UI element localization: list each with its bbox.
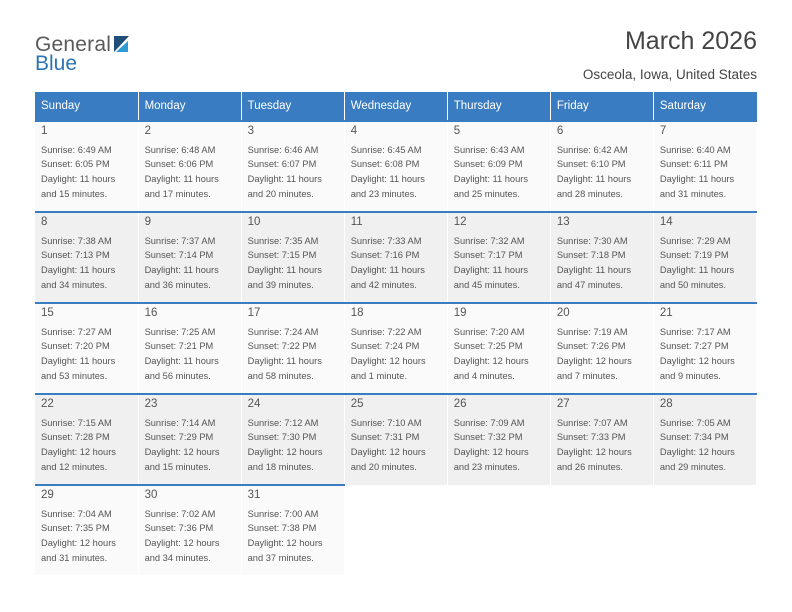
day-cell [344,121,447,212]
sunset-text: Sunset: 7:13 PM [41,250,110,261]
daylight-text-line1: Daylight: 12 hours [556,447,632,458]
sunrise-text: Sunrise: 6:42 AM [556,144,628,155]
daylight-text-line1: Daylight: 12 hours [247,538,323,549]
sunrise-text: Sunrise: 7:30 AM [556,235,628,246]
day-number: 20 [556,307,570,319]
daylight-text-line1: Daylight: 11 hours [247,356,322,367]
daylight-text-line1: Daylight: 11 hours [247,174,322,185]
day-details [454,325,545,384]
sunset-text: Sunset: 7:27 PM [659,341,729,352]
calendar-week-row [35,212,757,303]
daylight-text-line2: and 47 minutes. [556,279,623,290]
day-number: 17 [247,307,261,319]
sunrise-text: Sunrise: 7:37 AM [144,235,216,246]
day-details [660,416,751,475]
daylight-text-line2: and 31 minutes. [41,552,108,563]
day-number: 16 [144,307,158,319]
daylight-text-line2: and 28 minutes. [556,188,623,199]
day-cell [653,303,756,394]
sunrise-text: Sunrise: 7:10 AM [350,417,422,428]
sunset-text: Sunset: 7:18 PM [556,250,626,261]
sunrise-text: Sunrise: 7:12 AM [247,417,319,428]
calendar-week-row [35,303,757,394]
sunset-text: Sunset: 7:31 PM [350,432,420,443]
day-cell [447,212,550,303]
day-details [248,416,339,475]
day-cell [35,303,138,394]
day-cell [35,394,138,485]
page-header [35,28,757,80]
day-number: 24 [247,398,261,410]
day-cell [35,485,138,576]
daylight-text-line1: Daylight: 12 hours [350,447,426,458]
day-details [145,234,236,293]
day-details [248,234,339,293]
sunrise-text: Sunrise: 6:45 AM [350,144,422,155]
daylight-text-line1: Daylight: 12 hours [144,447,220,458]
day-number: 29 [41,489,54,501]
day-cell [241,303,344,394]
daylight-text-line1: Daylight: 11 hours [659,174,735,185]
day-details [248,143,339,202]
daylight-text-line1: Daylight: 12 hours [247,447,323,458]
sunrise-text: Sunrise: 7:14 AM [144,417,216,428]
daylight-text-line1: Daylight: 11 hours [41,356,116,367]
day-cell [35,121,138,212]
day-cell [653,121,756,212]
logo [35,28,134,74]
daylight-text-line1: Daylight: 12 hours [659,356,735,367]
day-cell [344,394,447,485]
day-cell [138,485,241,576]
daylight-text-line2: and 23 minutes. [350,188,417,199]
daylight-text-line2: and 58 minutes. [247,370,314,381]
day-details [41,507,133,566]
sunset-text: Sunset: 6:06 PM [144,159,214,170]
daylight-text-line2: and 17 minutes. [144,188,211,199]
day-details [660,234,751,293]
sunset-text: Sunset: 7:14 PM [144,250,214,261]
day-details [248,325,339,384]
daylight-text-line2: and 36 minutes. [144,279,211,290]
day-details [557,416,648,475]
sunset-text: Sunset: 7:33 PM [556,432,626,443]
day-cell [447,121,550,212]
sunset-text: Sunset: 7:24 PM [350,341,420,352]
sunset-text: Sunset: 7:16 PM [350,250,420,261]
sunset-text: Sunset: 6:05 PM [41,159,110,170]
day-details [248,507,339,566]
daylight-text-line2: and 25 minutes. [453,188,520,199]
sunset-text: Sunset: 7:26 PM [556,341,626,352]
sunrise-text: Sunrise: 7:09 AM [453,417,525,428]
daylight-text-line2: and 56 minutes. [144,370,211,381]
daylight-text-line2: and 12 minutes. [41,461,108,472]
day-cell [138,121,241,212]
daylight-text-line1: Daylight: 11 hours [556,265,632,276]
day-cell [241,485,344,576]
day-number: 26 [453,398,467,410]
daylight-text-line1: Daylight: 11 hours [144,356,219,367]
daylight-text-line2: and 45 minutes. [453,279,520,290]
day-cell [344,303,447,394]
day-cell [550,121,653,212]
day-details [351,325,442,384]
day-number: 3 [247,125,255,137]
daylight-text-line1: Daylight: 11 hours [453,265,528,276]
day-cell-empty [550,485,653,576]
daylight-text-line2: and 18 minutes. [247,461,314,472]
day-number: 14 [659,216,673,228]
sunrise-text: Sunrise: 7:25 AM [144,326,216,337]
sunrise-text: Sunrise: 7:29 AM [659,235,731,246]
day-number: 21 [659,307,673,319]
day-details [660,143,751,202]
daylight-text-line2: and 50 minutes. [659,279,727,290]
day-cell [447,303,550,394]
weekday-header-saturday: Saturday [653,92,756,121]
day-cell [550,303,653,394]
day-number: 31 [247,489,261,501]
daylight-text-line2: and 31 minutes. [659,188,727,199]
sunrise-text: Sunrise: 6:40 AM [659,144,731,155]
daylight-text-line1: Daylight: 12 hours [556,356,632,367]
title-block [583,28,757,82]
daylight-text-line2: and 15 minutes. [41,188,108,199]
day-number: 7 [659,125,667,137]
sunrise-text: Sunrise: 6:49 AM [41,144,112,155]
sunrise-text: Sunrise: 7:35 AM [247,235,319,246]
daylight-text-line1: Daylight: 12 hours [659,447,735,458]
day-details [145,416,236,475]
daylight-text-line1: Daylight: 12 hours [350,356,426,367]
sunrise-text: Sunrise: 6:46 AM [247,144,319,155]
day-details [454,143,545,202]
day-number: 12 [453,216,467,228]
day-cell-empty [653,485,756,576]
daylight-text-line2: and 9 minutes. [659,370,721,381]
day-details [145,507,236,566]
day-details [454,416,545,475]
day-number: 6 [556,125,564,137]
daylight-text-line1: Daylight: 12 hours [41,447,116,458]
day-cell [653,212,756,303]
daylight-text-line2: and 20 minutes. [350,461,417,472]
sunrise-text: Sunrise: 7:07 AM [556,417,628,428]
sunrise-text: Sunrise: 7:02 AM [144,508,216,519]
weekday-header-sunday: Sunday [35,92,138,121]
sunrise-text: Sunrise: 7:19 AM [556,326,628,337]
sunset-text: Sunset: 7:20 PM [41,341,110,352]
day-details [41,234,133,293]
day-details [557,234,648,293]
daylight-text-line2: and 39 minutes. [247,279,314,290]
daylight-text-line2: and 20 minutes. [247,188,314,199]
sunset-text: Sunset: 7:17 PM [453,250,523,261]
daylight-text-line1: Daylight: 11 hours [144,174,219,185]
sunset-text: Sunset: 7:15 PM [247,250,317,261]
day-details [351,234,442,293]
day-number: 9 [144,216,151,228]
weekday-header-monday: Monday [138,92,241,121]
day-details [41,143,133,202]
sunrise-text: Sunrise: 7:38 AM [41,235,112,246]
day-details [351,143,442,202]
daylight-text-line1: Daylight: 11 hours [659,265,735,276]
day-details [145,325,236,384]
daylight-text-line1: Daylight: 11 hours [556,174,632,185]
sun-times-calendar-table [35,92,757,576]
day-details [351,416,442,475]
day-number: 22 [41,398,54,410]
day-cell [447,394,550,485]
day-cell-empty [344,485,447,576]
daylight-text-line1: Daylight: 12 hours [144,538,220,549]
day-number: 30 [144,489,158,501]
day-number: 2 [144,125,151,137]
daylight-text-line2: and 1 minute. [350,370,408,381]
day-number: 18 [350,307,364,319]
sunset-text: Sunset: 7:28 PM [41,432,110,443]
day-details [557,143,648,202]
sunset-text: Sunset: 7:30 PM [247,432,317,443]
day-details [41,416,133,475]
sunrise-text: Sunrise: 6:43 AM [453,144,525,155]
daylight-text-line2: and 26 minutes. [556,461,623,472]
day-number: 25 [350,398,364,410]
sunset-text: Sunset: 7:36 PM [144,523,214,534]
sunrise-text: Sunrise: 7:04 AM [41,508,112,519]
sunrise-text: Sunrise: 6:48 AM [144,144,216,155]
sunrise-text: Sunrise: 7:00 AM [247,508,319,519]
daylight-text-line2: and 4 minutes. [453,370,515,381]
day-cell [241,121,344,212]
day-cell [550,212,653,303]
daylight-text-line1: Daylight: 11 hours [41,174,116,185]
sunset-text: Sunset: 7:35 PM [41,523,110,534]
sunset-text: Sunset: 7:22 PM [247,341,317,352]
weekday-header-thursday: Thursday [447,92,550,121]
sunrise-text: Sunrise: 7:15 AM [41,417,112,428]
daylight-text-line2: and 15 minutes. [144,461,211,472]
sunset-text: Sunset: 7:19 PM [659,250,729,261]
day-number: 4 [350,125,358,137]
sunset-text: Sunset: 6:08 PM [350,159,420,170]
day-cell [550,394,653,485]
day-number: 13 [556,216,570,228]
day-details [454,234,545,293]
day-number: 28 [659,398,673,410]
day-cell [344,212,447,303]
day-number: 8 [41,216,48,228]
calendar-week-row [35,394,757,485]
day-cell [138,303,241,394]
daylight-text-line1: Daylight: 12 hours [453,447,529,458]
day-number: 23 [144,398,158,410]
calendar-week-row [35,121,757,212]
day-number: 27 [556,398,570,410]
daylight-text-line2: and 34 minutes. [41,279,108,290]
daylight-text-line1: Daylight: 12 hours [453,356,529,367]
daylight-text-line1: Daylight: 11 hours [350,174,425,185]
sunset-text: Sunset: 7:34 PM [659,432,729,443]
calendar-body [35,121,757,576]
sunrise-text: Sunrise: 7:27 AM [41,326,112,337]
day-cell [35,212,138,303]
weekday-header-friday: Friday [550,92,653,121]
day-cell [653,394,756,485]
day-number: 10 [247,216,261,228]
daylight-text-line2: and 53 minutes. [41,370,108,381]
daylight-text-line1: Daylight: 11 hours [247,265,322,276]
daylight-text-line2: and 42 minutes. [350,279,417,290]
sunrise-text: Sunrise: 7:24 AM [247,326,319,337]
logo-text-general: General [35,33,112,56]
daylight-text-line2: and 37 minutes. [247,552,314,563]
day-number: 11 [350,216,363,228]
day-number: 5 [453,125,461,137]
calendar-week-row [35,485,757,576]
sunset-text: Sunset: 7:21 PM [144,341,214,352]
sunrise-text: Sunrise: 7:22 AM [350,326,422,337]
day-details [557,325,648,384]
weekday-header-row [35,92,757,121]
day-details [660,325,751,384]
day-cell [241,394,344,485]
sunset-text: Sunset: 7:29 PM [144,432,214,443]
daylight-text-line2: and 23 minutes. [453,461,520,472]
sunset-text: Sunset: 6:11 PM [659,159,728,170]
sunrise-text: Sunrise: 7:32 AM [453,235,525,246]
sunset-text: Sunset: 6:10 PM [556,159,626,170]
sunset-text: Sunset: 6:07 PM [247,159,317,170]
day-cell [138,212,241,303]
sunrise-text: Sunrise: 7:05 AM [659,417,731,428]
daylight-text-line2: and 29 minutes. [659,461,727,472]
daylight-text-line1: Daylight: 11 hours [453,174,528,185]
sunset-text: Sunset: 7:25 PM [453,341,523,352]
daylight-text-line2: and 34 minutes. [144,552,211,563]
page-title: March 2026 [624,27,757,55]
day-details [41,325,133,384]
day-details [145,143,236,202]
day-number: 15 [41,307,54,319]
daylight-text-line1: Daylight: 11 hours [144,265,219,276]
sunrise-text: Sunrise: 7:20 AM [453,326,525,337]
day-cell [138,394,241,485]
sunset-text: Sunset: 7:38 PM [247,523,317,534]
sunrise-text: Sunrise: 7:17 AM [659,326,731,337]
sunset-text: Sunset: 6:09 PM [453,159,523,170]
sunrise-text: Sunrise: 7:33 AM [350,235,422,246]
weekday-header-tuesday: Tuesday [241,92,344,121]
logo-triangle-icon [112,34,134,54]
daylight-text-line2: and 7 minutes. [556,370,618,381]
sunset-text: Sunset: 7:32 PM [453,432,523,443]
logo-text-blue: Blue [35,52,78,75]
day-cell [241,212,344,303]
day-number: 19 [453,307,467,319]
location-subtitle: Osceola, Iowa, United States [582,66,757,82]
day-cell-empty [447,485,550,576]
daylight-text-line1: Daylight: 11 hours [350,265,425,276]
weekday-header-wednesday: Wednesday [344,92,447,121]
daylight-text-line1: Daylight: 11 hours [41,265,116,276]
daylight-text-line1: Daylight: 12 hours [41,538,116,549]
day-number: 1 [41,125,48,137]
